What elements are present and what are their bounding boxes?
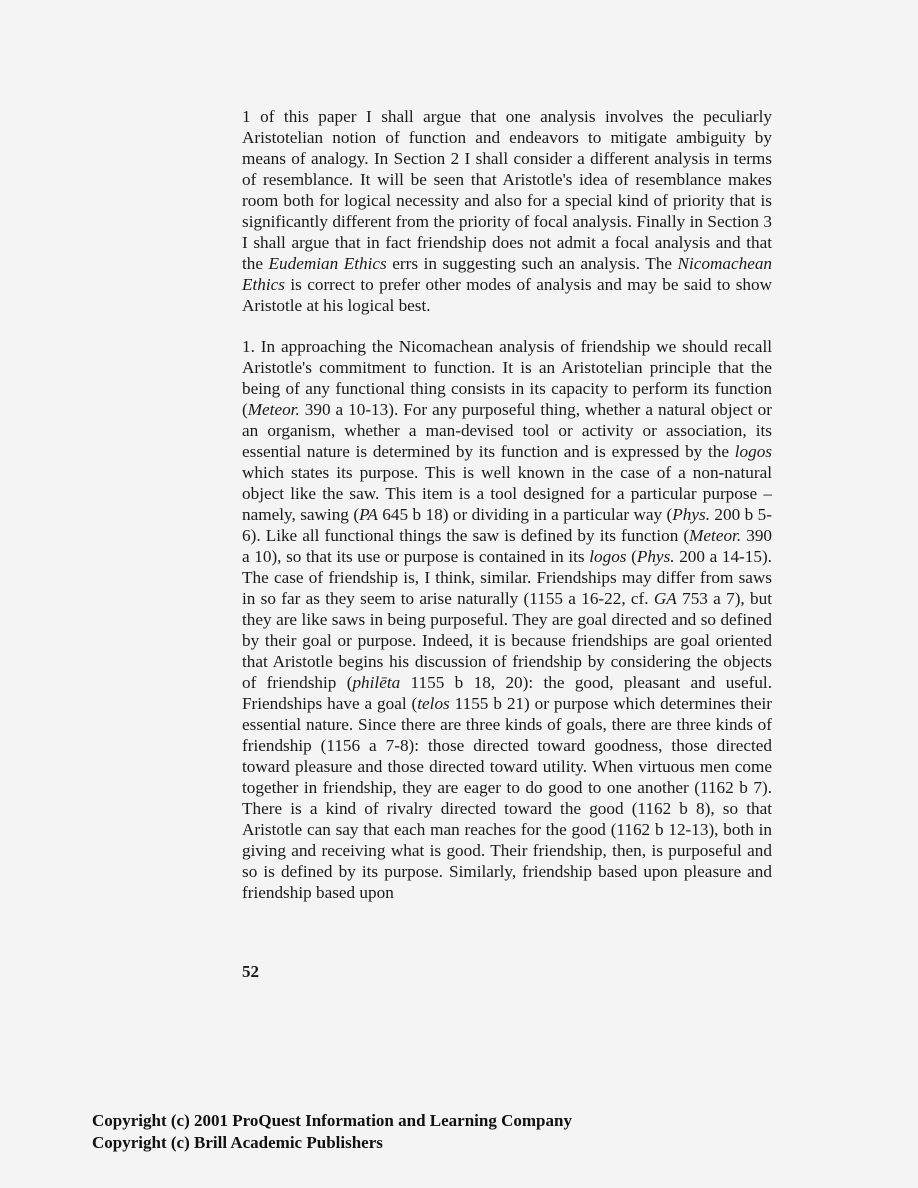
italic-citation: Meteor. xyxy=(247,400,300,419)
italic-title: Nicomachean Ethics xyxy=(242,254,773,294)
italic-term: logos xyxy=(734,442,772,461)
text-run: 200 b 5-6). Like all functional things the saw is defined by its function ( xyxy=(242,505,772,545)
italic-term: telos xyxy=(417,694,450,713)
italic-citation: Phys. xyxy=(672,505,710,524)
paragraph-intro xyxy=(242,106,772,316)
text-run: 1. In approaching the Nicomachean analysis of friendship we should recall Aristotle's commitment to function. It is an Aristotelian principle that the being of any functional thing consists in its capacity to perform its function ( xyxy=(242,337,772,419)
text-run: 1 of this paper I shall argue that one analysis involves the peculiarly Aristotelian notion of function and endeavors to mitigate ambiguity by means of analogy. In Section 2 I shall consider a different analysis in terms of resemblance. It will be seen that Aristotle's idea of resemblance makes room both for logical necessity and also for a special kind of priority that is significantly different from the priority of focal analysis. Finally in Section 3 I shall argue that in fact friendship does not admit a focal analysis and that the xyxy=(242,107,772,273)
text-run: 200 a 14-15). The case of friendship is, I think, similar. Friendships may differ from saws in so far as they seem to arise naturally (1155 a 16-22, cf. xyxy=(242,547,772,608)
text-run: 1155 b 18, 20): the good, pleasant and useful. Friendships have a goal ( xyxy=(242,673,772,713)
page-number: 52 xyxy=(242,962,259,981)
text-run: errs in suggesting such an analysis. The xyxy=(386,254,678,273)
text-run: ( xyxy=(626,547,637,566)
italic-citation: Phys. xyxy=(636,547,675,566)
paragraph-section-1 xyxy=(242,336,772,903)
italic-term: philēta xyxy=(352,673,401,692)
text-run: 1155 b 21) or purpose which determines their essential nature. Since there are three kinds of goals, there are three kinds of friendship (1156 a 7-8): those directed toward goodness, those directed toward pleasure and those directed toward utility. When virtuous men come together in friendship, they are eager to do good to one another (1162 b 7). There is a kind of rivalry directed toward the good (1162 b 8), so that Aristotle can say that each man reaches for the good (1162 b 12-13), both in giving and receiving what is good. Their friendship, then, is purposeful and so is defined by its purpose. Similarly, friendship based upon pleasure and friendship based upon xyxy=(242,694,772,902)
text-run: 753 a 7), but they are like saws in being purposeful. They are goal directed and so defined by their goal or purpose. Indeed, it is because friendships are goal oriented that Aristotle begins his discussion of friendship by considering the objects of friendship ( xyxy=(242,589,772,692)
italic-citation: GA xyxy=(653,589,677,608)
italic-title: Eudemian Ethics xyxy=(268,254,387,273)
italic-citation: PA xyxy=(359,505,378,524)
text-run: which states its purpose. This is well known in the case of a non-natural object like the saw. This item is a tool designed for a particular purpose – namely, sawing ( xyxy=(242,463,772,524)
italic-citation: Meteor. xyxy=(689,526,742,545)
text-run: is correct to prefer other modes of analysis and may be said to show Aristotle at his logical best. xyxy=(242,275,772,315)
text-run: 390 a 10), so that its use or purpose is contained in its xyxy=(242,526,773,566)
italic-term: logos xyxy=(589,547,627,566)
copyright-line-2: Copyright (c) Brill Academic Publishers xyxy=(92,1133,383,1152)
text-run: 645 b 18) or dividing in a particular way ( xyxy=(377,505,673,524)
copyright-line-1: Copyright (c) 2001 ProQuest Information and Learning Company xyxy=(92,1111,572,1130)
text-run: 390 a 10-13). For any purposeful thing, whether a natural object or an organism, whether a man-devised tool or activity or association, its essential nature is determined by its function and is expressed by the xyxy=(242,400,772,461)
